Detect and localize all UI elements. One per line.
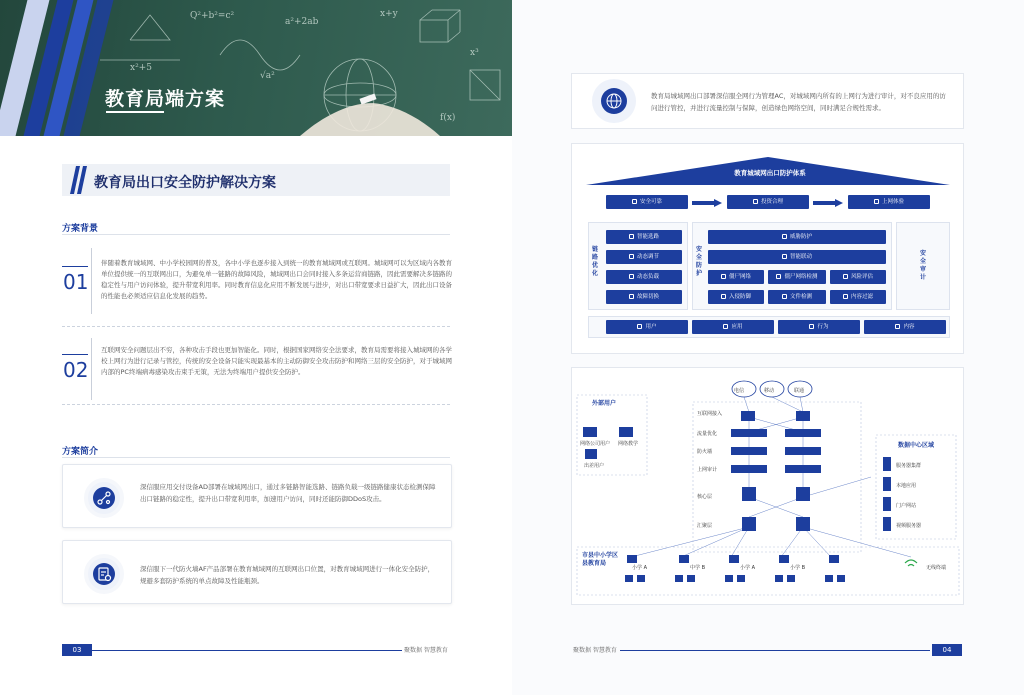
district-title: 市县中小学区县教育局 bbox=[582, 552, 619, 567]
arch-title: 教育城域网出口防护体系 bbox=[734, 169, 806, 177]
card-text: 深信服应用交付设备AD部署在城域网出口，通过多链路智能选路、链路负载一级链路健康状态检测保障出口链路的稳定性，提升出口带宽利用率，加速用户访问，同时还能防御DDoS攻击。 bbox=[140, 483, 436, 503]
page-number: 04 bbox=[932, 644, 962, 656]
arch-item: 内容过滤 bbox=[830, 290, 886, 304]
core-label: 防火墙 bbox=[697, 449, 713, 455]
intro-text: 教育局城域网出口部署深信服全网行为管理AC，对城域网内所有的上网行为进行审计，对不良应用的访问进行管控，并进行流量控制与保障，创造绿色网络空间，同时满足合规性需求。 bbox=[651, 92, 946, 112]
section-title: 教育局出口安全防护解决方案 bbox=[94, 175, 276, 191]
divider bbox=[62, 457, 450, 458]
number-rule bbox=[62, 354, 88, 355]
arch-top-item: 上网体验 bbox=[848, 195, 930, 209]
arrow-right-icon bbox=[813, 199, 843, 207]
arch-item: 僵尸网络检测 bbox=[768, 270, 826, 284]
item-paragraph: 互联网安全问题层出不穷，各种攻击手段也更加智能化。同时，根据国家网络安全法要求，教育局需要将接入城域网的各学校上网行为进行记录与管控，传统的安全设备只能实现最基本的主动防御安全攻击防护和网络三层的安全防护，对于城域网内部的PC终端病毒感染攻击束手无策，无法为终端用户提供安全防护。 bbox=[101, 346, 452, 376]
arch-item: 故障切换 bbox=[606, 290, 682, 304]
dc-label: 门户网站 bbox=[896, 503, 917, 509]
arch-item: 动态调节 bbox=[606, 250, 682, 264]
footer-rule bbox=[92, 650, 402, 651]
footer-rule bbox=[620, 650, 930, 651]
card-text: 深信服下一代防火墙AF产品部署在教育城域网的互联网出口位置，对教育城域网进行一体化安全防护，规避多套防护系统的单点故障及性能瓶颈。 bbox=[140, 565, 435, 585]
arch-bottom-item: 内容 bbox=[864, 320, 946, 334]
dc-label: 本地应用 bbox=[896, 483, 917, 489]
arch-top-item: 投资合理 bbox=[727, 195, 809, 209]
background-heading: 方案背景 bbox=[62, 224, 99, 234]
firewall-icon bbox=[84, 554, 124, 594]
arch-top-item: 安全可靠 bbox=[606, 195, 688, 209]
load-balance-icon bbox=[84, 478, 124, 518]
svg-text:x²+5: x²+5 bbox=[130, 63, 152, 73]
core-label: 汇聚层 bbox=[697, 523, 713, 529]
arrow-right-icon bbox=[692, 199, 722, 207]
globe-icon bbox=[592, 79, 636, 123]
arch-bottom-item: 用户 bbox=[606, 320, 688, 334]
core-label: 上网审计 bbox=[697, 467, 718, 473]
divider bbox=[62, 404, 450, 405]
arch-item: 智能选路 bbox=[606, 230, 682, 244]
dc-title: 数据中心区域 bbox=[898, 442, 935, 449]
solution-card bbox=[62, 540, 452, 604]
svg-text:x³: x³ bbox=[470, 48, 479, 58]
dc-label: 服务器集群 bbox=[896, 463, 922, 469]
divider bbox=[91, 248, 92, 314]
arch-item: 动态负载 bbox=[606, 270, 682, 284]
core-label: 流量优化 bbox=[697, 431, 718, 437]
svg-text:Q²+b²=c²: Q²+b²=c² bbox=[190, 11, 235, 21]
footer-text: 聚数据 智慧教育 bbox=[573, 647, 617, 654]
svg-text:f(x): f(x) bbox=[440, 113, 456, 123]
arch-item: 风险评估 bbox=[830, 270, 886, 284]
item-number: 01 bbox=[63, 270, 89, 294]
item-number: 02 bbox=[63, 358, 89, 382]
core-label: 互联网接入 bbox=[697, 411, 723, 417]
hero-title-underline bbox=[106, 111, 164, 113]
solution-card bbox=[62, 464, 452, 528]
hero-banner bbox=[0, 0, 512, 136]
svg-text:x+y: x+y bbox=[380, 9, 398, 19]
divider bbox=[62, 234, 450, 235]
svg-text:a²+2ab: a²+2ab bbox=[285, 17, 319, 27]
external-title: 外部用户 bbox=[592, 400, 617, 407]
arch-bottom-item: 应用 bbox=[692, 320, 774, 334]
external-label: 网络公司用户 bbox=[580, 441, 611, 447]
cloud-label: 电信 bbox=[734, 388, 745, 394]
arch-item: 僵尸网络 bbox=[708, 270, 764, 284]
school-label: 小学 B bbox=[790, 565, 806, 571]
intro-heading: 方案简介 bbox=[62, 447, 99, 457]
arch-item: 入侵防御 bbox=[708, 290, 764, 304]
cloud-label: 联通 bbox=[794, 388, 805, 394]
footer-text: 聚数据 智慧教育 bbox=[404, 647, 448, 654]
arch-item: 威胁防护 bbox=[708, 230, 886, 244]
wifi-icon bbox=[905, 560, 917, 566]
page-number: 03 bbox=[62, 644, 92, 656]
external-label: 网络教学 bbox=[618, 441, 639, 447]
arch-bottom-item: 行为 bbox=[778, 320, 860, 334]
svg-text:√a²: √a² bbox=[260, 71, 275, 81]
school-label: 无线终端 bbox=[926, 565, 947, 571]
item-paragraph: 伴随着教育城域网、中小学校园网的普及，各中小学也逐步接入到统一的教育城域网或互联网。城域网可以为区域内各教育单位提供统一的互联网出口，为避免单一链路的故障风险，城域网出口会同时接入多条运营商链路，因此需要解决多链路的稳定性与用户访问体验，提升带宽利用率。同时教育信息化应用不断发展与进步，对出口带宽要求日益扩大，因此出口设备的性能也必须适应信息化发展的趋势。 bbox=[101, 259, 452, 300]
school-label: 小学 A bbox=[740, 565, 756, 571]
divider bbox=[91, 338, 92, 400]
hero-title: 教育局端方案 bbox=[105, 88, 226, 110]
section-slash-icon bbox=[70, 166, 88, 194]
group-label: 安全防护 bbox=[695, 246, 702, 277]
group-label: 链路优化 bbox=[591, 246, 598, 277]
arch-item: 智能联动 bbox=[708, 250, 886, 264]
core-label: 核心层 bbox=[697, 494, 713, 500]
divider bbox=[62, 326, 450, 327]
number-rule bbox=[62, 266, 88, 267]
school-label: 小学 A bbox=[632, 565, 648, 571]
cloud-label: 移动 bbox=[764, 388, 775, 394]
external-label: 出差用户 bbox=[584, 463, 605, 469]
school-label: 中学 B bbox=[690, 565, 706, 571]
group-label: 安全审计 bbox=[919, 250, 926, 281]
arch-item: 文件检测 bbox=[768, 290, 826, 304]
dc-label: 视频服务器 bbox=[896, 523, 922, 529]
